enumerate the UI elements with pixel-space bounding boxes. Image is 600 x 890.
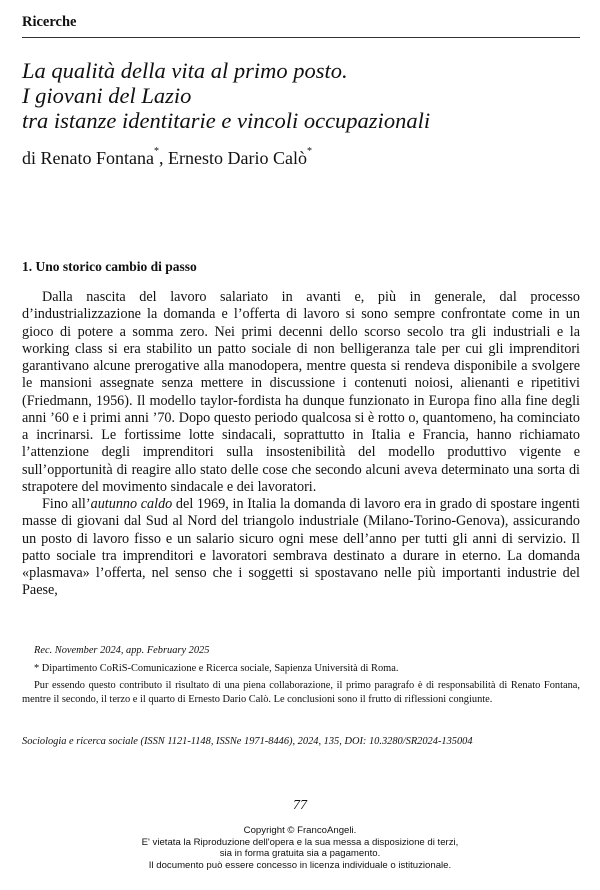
author-1-footnote-mark: * (153, 146, 159, 157)
paragraph-2-rest: del 1969, in Italia la domanda di lavoro era in grado di spostare ingenti masse di giovani dal Sud al Nord del triangolo industriale (Milano-Torino-Genova), assicurando un posto di lavoro fisso e un salario sicuro ogni mese dell’anno per tutti gli anni di servizio. Il patto sociale tra imprenditori e lavoratori sembrava destinato a durare in eterno. La domanda «plasmava» l’offerta, nel senso che i soggetti si spostavano nelle più importanti industrie del Paese, (22, 496, 580, 599)
journal-reference: Sociologia e ricerca sociale (ISSN 1121-1148, ISSNe 1971-8446), 2024, 135, DOI: 10.3280/SR2024-135004 (22, 736, 473, 747)
body-paragraph-2 (22, 496, 580, 600)
author-2-footnote-mark: * (306, 146, 312, 157)
author-separator: , (158, 148, 168, 168)
footnotes (22, 644, 580, 707)
copyright-line-2: E' vietata la Riproduzione dell'opera e la sua messa a disposizione di terzi, (141, 836, 459, 848)
article-title (22, 58, 582, 133)
contribution-note: Pur essendo questo contributo il risultato di una piena collaborazione, il primo paragrafo è di responsabilità di Renato Fontana, mentre il secondo, il terzo e il quarto di Ernesto Dario Calò. Le conclusioni sono il frutto di riflessioni congiunte. (22, 680, 580, 705)
copyright-line-3: sia in forma gratuita sia a pagamento. (219, 848, 381, 860)
paragraph-2-emphasis: autunno caldo (90, 496, 173, 512)
title-line-3: tra istanze identitarie e vincoli occupazionali (22, 108, 431, 133)
copyright-notice (0, 825, 600, 871)
author-1: di Renato Fontana (22, 148, 154, 168)
header-divider (22, 37, 580, 38)
section-heading: 1. Uno storico cambio di passo (22, 259, 197, 274)
article-body (22, 289, 580, 600)
copyright-line-1: Copyright © FrancoAngeli. (243, 825, 357, 836)
title-line-2: I giovani del Lazio (22, 83, 192, 108)
affiliation-footnote: * Dipartimento CoRiS-Comunicazione e Ricerca sociale, Sapienza Università di Roma. (34, 663, 399, 674)
copyright-line-4: Il documento può essere concesso in licenza individuale o istituzionale. (148, 859, 452, 871)
author-2: Ernesto Dario Calò (167, 148, 307, 168)
section-label: Ricerche (22, 14, 77, 30)
article-authors (22, 148, 312, 169)
received-dates: Rec. November 2024, app. February 2025 (34, 645, 210, 656)
title-line-1: La qualità della vita al primo posto. (22, 58, 348, 83)
paragraph-2-lead: Fino all’ (42, 496, 91, 512)
body-paragraph-1: Dalla nascita del lavoro salariato in avanti e, più in generale, dal processo d’industrializzazione la domanda e l’offerta di lavoro si sono sempre confrontate come in un gioco di potere a somma zero. Nei primi decenni dello scorso secolo tra gli industriali e la working class si era stabilito un patto sociale di non belligeranza tale per cui gli imprenditori garantivano alcune prerogative alla manodopera, mentre questa si rendeva disponibile a svolgere le mansioni assegnate senza mettere in discussione i contenuti noiosi, alienanti e ripetitivi (Friedmann, 1956). Il modello taylor-fordista ha dunque funzionato in Europa fino alla fine degli anni ’60 e i primi anni ’70. Dopo questo periodo qualcosa si è rotto o, quantomeno, ha cominciato a incrinarsi. Le fortissime lotte sindacali, soprattutto in Italia e Francia, hanno richiamato l’attenzione degli imprenditori sulla insostenibilità del modello produttivo vigente e sull’opportunità di reagire allo stato delle cose che secondo alcuni aveva determinato una sorta di strapotere del movimento sindacale e dei lavoratori. (22, 289, 580, 495)
page-number: 77 (293, 798, 307, 813)
